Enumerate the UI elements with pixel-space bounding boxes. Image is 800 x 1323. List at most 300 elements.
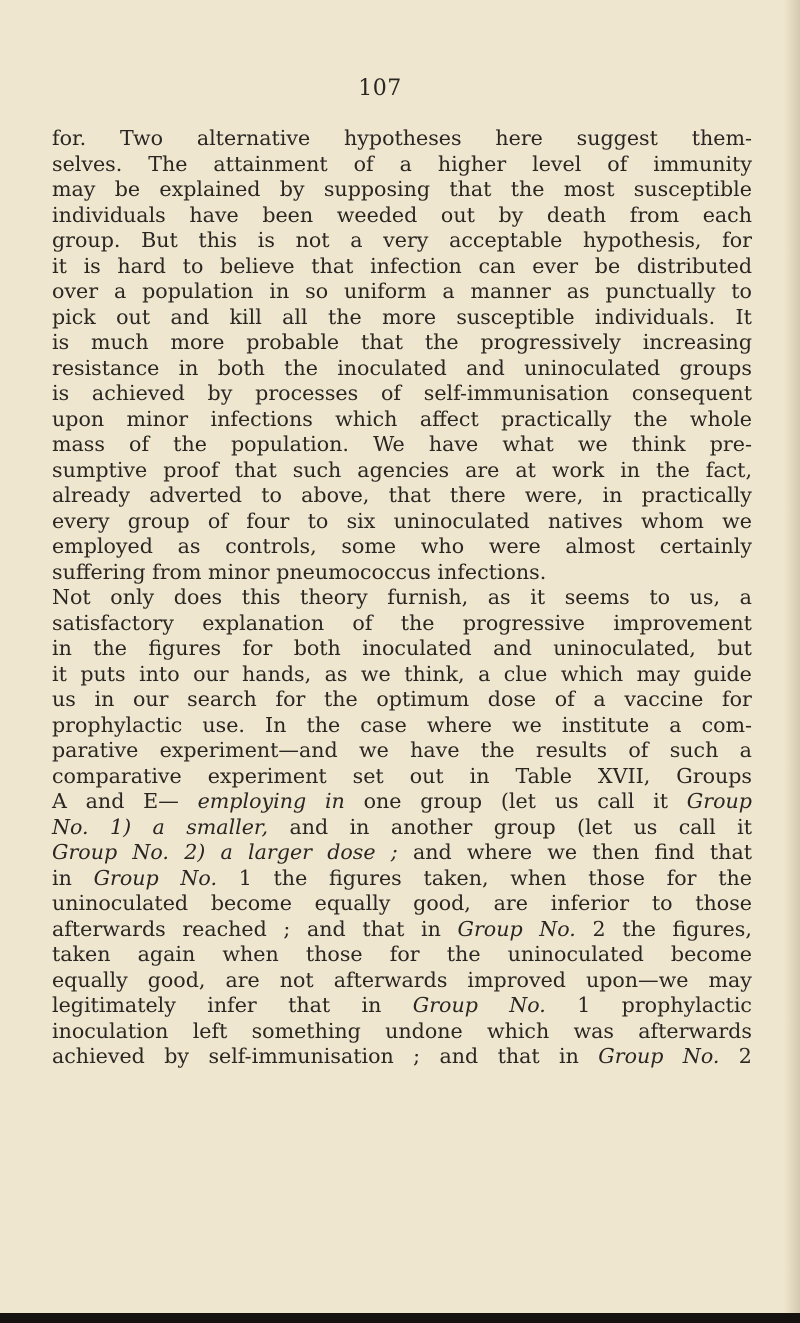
word: mass xyxy=(52,432,105,456)
page-bottom-edge xyxy=(0,1313,800,1323)
word: hands, xyxy=(242,661,312,686)
word: of xyxy=(554,687,575,711)
word: were, xyxy=(524,483,584,507)
word: uniform xyxy=(343,279,427,303)
word: Group xyxy=(412,993,478,1017)
word: No. xyxy=(509,993,546,1017)
word: not xyxy=(295,228,330,252)
word: figures xyxy=(148,636,222,660)
word: for xyxy=(722,687,752,711)
word: the xyxy=(656,457,690,482)
word: dose xyxy=(487,687,537,711)
word: our xyxy=(193,661,229,686)
word: that xyxy=(497,1044,540,1068)
word: comparative xyxy=(52,763,182,788)
word: set xyxy=(352,763,384,788)
word: us xyxy=(633,814,658,839)
word: the xyxy=(323,687,358,711)
word: that xyxy=(449,177,492,201)
text-line xyxy=(52,993,752,1019)
word: that xyxy=(234,457,277,482)
word: self-immunisation xyxy=(423,381,610,405)
word: the xyxy=(327,304,362,329)
word: believe xyxy=(220,253,295,278)
word: results xyxy=(535,738,608,762)
word: a xyxy=(739,585,752,609)
word: certainly xyxy=(659,534,752,558)
word: and xyxy=(170,304,210,329)
word: be xyxy=(594,253,621,278)
word: one xyxy=(363,789,402,813)
word: become xyxy=(670,942,752,966)
word: of xyxy=(607,151,628,176)
word: to xyxy=(731,279,752,303)
word: higher xyxy=(437,151,507,176)
word: more xyxy=(170,330,225,354)
word: weeded xyxy=(336,202,418,227)
word: that xyxy=(288,993,331,1017)
word: there xyxy=(449,483,506,507)
word: case xyxy=(360,712,407,737)
word: and xyxy=(306,916,346,941)
word: another xyxy=(390,814,473,839)
word: hypotheses xyxy=(344,126,462,150)
word: uninoculated, xyxy=(553,636,696,660)
word: upon—we xyxy=(585,967,689,992)
word: each xyxy=(702,202,752,227)
word: this xyxy=(241,585,281,609)
word: pick xyxy=(52,304,96,329)
word: a xyxy=(478,661,491,686)
word: Group xyxy=(686,789,752,813)
text-line xyxy=(52,942,752,968)
word: No. xyxy=(539,916,576,941)
word: both xyxy=(293,636,341,660)
word: some xyxy=(341,534,397,558)
word: parative xyxy=(52,738,139,762)
body-text xyxy=(52,126,752,1070)
word: does xyxy=(173,585,223,609)
word: are xyxy=(465,457,500,482)
word: progressively xyxy=(480,330,621,354)
word: hard xyxy=(117,253,166,278)
word: minor xyxy=(126,406,189,431)
word: vaccine xyxy=(624,687,704,711)
text-line xyxy=(52,968,752,994)
word: a xyxy=(113,279,127,303)
word: group xyxy=(493,814,556,839)
word: us xyxy=(52,687,76,711)
word: us xyxy=(554,789,579,813)
text-line xyxy=(52,764,752,790)
word: every xyxy=(52,508,110,533)
word: already xyxy=(52,483,130,507)
word: uninoculated xyxy=(507,942,644,966)
word: it xyxy=(653,789,669,813)
word: upon xyxy=(52,406,105,431)
word: Group xyxy=(598,1044,664,1068)
word: work xyxy=(551,457,605,482)
text-line xyxy=(52,203,752,229)
text-line xyxy=(52,738,752,764)
word: is xyxy=(52,330,70,354)
word: infections xyxy=(210,406,313,431)
word: E— xyxy=(143,789,179,813)
word: but xyxy=(717,636,752,660)
word: out xyxy=(409,763,444,788)
word: figures xyxy=(328,865,402,890)
text-line xyxy=(52,126,752,152)
word: we xyxy=(512,712,542,737)
word: improvement xyxy=(613,610,752,635)
word: in xyxy=(52,636,72,660)
word: good, xyxy=(413,891,471,915)
text-line xyxy=(52,866,752,892)
word: puts xyxy=(80,661,126,686)
word: processes xyxy=(255,381,359,405)
word: pre- xyxy=(709,432,752,456)
word: level xyxy=(532,151,582,176)
word: when xyxy=(222,942,279,966)
text-line xyxy=(52,254,752,280)
word: distributed xyxy=(636,253,752,278)
word: probable xyxy=(246,330,340,354)
word: call xyxy=(597,789,635,813)
word: is xyxy=(52,381,70,405)
word: death xyxy=(546,202,607,227)
word: acceptable xyxy=(449,228,563,252)
word: controls, xyxy=(225,534,317,558)
page-number: 107 xyxy=(358,76,402,101)
word: here xyxy=(495,126,543,150)
word: six xyxy=(346,508,376,533)
word: the xyxy=(93,636,127,660)
word: as xyxy=(324,661,348,686)
word: theory xyxy=(300,585,368,609)
word: afterwards xyxy=(333,967,448,992)
word: optimum xyxy=(376,687,470,711)
word: affect xyxy=(419,406,479,431)
word: a xyxy=(442,279,455,303)
word: alternative xyxy=(196,126,311,150)
word: uninoculated xyxy=(393,508,530,533)
word: in xyxy=(602,483,623,507)
word: and xyxy=(439,1044,479,1068)
word: by xyxy=(279,177,305,201)
word: Group xyxy=(93,865,159,890)
word: fact, xyxy=(705,457,752,482)
word: it xyxy=(52,253,67,278)
text-line xyxy=(52,279,752,305)
page-edge-shadow xyxy=(784,0,800,1323)
text-line xyxy=(52,585,752,611)
word: the xyxy=(622,916,656,941)
word: we xyxy=(360,661,391,686)
text-line xyxy=(52,305,752,331)
word: group xyxy=(127,508,190,533)
text-line xyxy=(52,1019,752,1045)
word: susceptible xyxy=(456,304,575,329)
word: furnish, xyxy=(387,585,469,609)
word: in xyxy=(620,457,641,482)
word: the xyxy=(284,355,318,380)
word: in xyxy=(421,916,441,941)
word: of xyxy=(380,381,401,405)
word: Two xyxy=(119,126,163,150)
word: use. xyxy=(202,712,245,737)
word: such xyxy=(669,738,719,762)
word: population xyxy=(142,279,254,303)
word: consequent xyxy=(631,381,752,405)
word: groups xyxy=(679,355,752,380)
word: by xyxy=(498,202,524,227)
word: over xyxy=(52,279,99,303)
text-line xyxy=(52,458,752,484)
word: figures, xyxy=(672,916,752,941)
word: seems xyxy=(564,585,630,609)
word: a xyxy=(593,687,606,711)
word: find xyxy=(654,840,695,864)
word: is xyxy=(83,253,101,278)
word: the xyxy=(400,610,435,635)
word: are xyxy=(225,967,260,992)
word: experiment xyxy=(207,763,327,788)
word: undone xyxy=(385,1018,463,1043)
word: prophylactic xyxy=(52,712,183,737)
word: We xyxy=(373,432,405,456)
word: Groups xyxy=(676,763,752,788)
word: a xyxy=(350,228,363,252)
word: and xyxy=(412,840,452,864)
word: attainment xyxy=(213,151,328,176)
word: infections. xyxy=(437,559,553,584)
word: by xyxy=(164,1044,190,1068)
word: manner xyxy=(470,279,551,303)
word: taken xyxy=(52,942,111,966)
word: No. xyxy=(132,840,169,864)
word: may xyxy=(52,177,96,201)
word: whole xyxy=(689,406,752,431)
word: progressive xyxy=(462,610,585,635)
word: employed xyxy=(52,534,153,558)
word: hypothesis, xyxy=(582,228,702,252)
word: may xyxy=(708,967,752,992)
text-line xyxy=(52,840,752,866)
word: prophylactic xyxy=(621,993,752,1017)
word: selves. xyxy=(52,151,123,176)
word: those xyxy=(305,942,363,966)
word: equally xyxy=(314,891,391,915)
word: suggest xyxy=(576,126,658,150)
word: com- xyxy=(701,712,752,737)
text-line xyxy=(52,432,752,458)
word: may xyxy=(636,661,681,686)
word: minor xyxy=(208,559,277,584)
word: in xyxy=(559,1044,579,1068)
word: 1 xyxy=(577,993,591,1017)
word: by xyxy=(207,381,233,405)
word: ever xyxy=(532,253,579,278)
word: we xyxy=(547,840,578,864)
word: larger xyxy=(248,840,312,864)
word: individuals xyxy=(52,202,166,227)
word: which xyxy=(486,1018,550,1043)
word: satisfactory xyxy=(52,610,174,635)
text-line xyxy=(52,483,752,509)
text-line xyxy=(52,356,752,382)
word: in xyxy=(94,687,115,711)
word: 1 xyxy=(238,865,252,890)
word: almost xyxy=(565,534,636,558)
word: ; xyxy=(413,1044,421,1068)
word: practically xyxy=(641,483,752,507)
word: ; xyxy=(283,916,291,941)
text-line xyxy=(52,407,752,433)
word: a xyxy=(669,712,682,737)
word: to xyxy=(651,891,673,915)
word: sumptive xyxy=(52,457,148,482)
word: proof xyxy=(163,457,219,482)
word: afterwards xyxy=(638,1018,752,1043)
word: those xyxy=(588,865,645,890)
word: were xyxy=(488,534,541,558)
word: we xyxy=(577,432,608,456)
word: 2 xyxy=(738,1044,752,1068)
word: individuals. xyxy=(594,304,716,329)
word: us, xyxy=(689,585,721,609)
word: we xyxy=(722,508,752,533)
word: most xyxy=(563,177,615,201)
word: kill xyxy=(229,304,262,329)
text-line xyxy=(52,891,752,917)
word: been xyxy=(262,202,314,227)
word: infer xyxy=(207,993,257,1017)
word: suffering xyxy=(52,559,153,584)
word: pneumococcus xyxy=(276,559,438,584)
word: this xyxy=(198,228,238,252)
word: Not xyxy=(52,585,91,609)
word: practically xyxy=(501,406,612,431)
word: the xyxy=(510,177,545,201)
word: employing xyxy=(197,789,307,813)
word: in xyxy=(52,865,72,890)
word: whom xyxy=(641,508,704,533)
word: when xyxy=(510,865,567,890)
word: 1) xyxy=(110,814,132,839)
word: as xyxy=(177,534,201,558)
word: immunity xyxy=(653,151,752,176)
text-line xyxy=(52,789,752,815)
word: A xyxy=(52,789,67,813)
word: increasing xyxy=(642,330,752,354)
word: again xyxy=(137,942,196,966)
word: the xyxy=(424,330,459,354)
word: in xyxy=(324,789,345,813)
word: of xyxy=(353,151,374,176)
word: for xyxy=(722,228,752,252)
word: that xyxy=(311,253,354,278)
word: and xyxy=(289,814,329,839)
word: in xyxy=(469,763,490,788)
word: have xyxy=(428,432,479,456)
word: to xyxy=(261,483,282,507)
word: something xyxy=(251,1018,361,1043)
word: legitimately xyxy=(52,993,176,1017)
word: group xyxy=(420,789,483,813)
word: afterwards xyxy=(52,916,166,941)
word: uninoculated xyxy=(52,891,189,915)
word: can xyxy=(478,253,516,278)
word: ; xyxy=(390,840,398,864)
word: very xyxy=(383,228,429,252)
word: four xyxy=(246,508,290,533)
word: the xyxy=(173,432,207,456)
word: who xyxy=(420,534,465,558)
word: become xyxy=(210,891,292,915)
word: search xyxy=(187,687,257,711)
word: for xyxy=(389,942,420,966)
word: Group xyxy=(52,840,118,864)
word: the xyxy=(446,942,481,966)
word: is xyxy=(257,228,275,252)
word: 2 xyxy=(592,916,606,941)
word: The xyxy=(148,151,188,176)
word: smaller, xyxy=(186,814,269,839)
word: the xyxy=(480,738,515,762)
text-line xyxy=(52,560,752,586)
word: it xyxy=(737,814,752,839)
text-line xyxy=(52,917,752,943)
text-line xyxy=(52,713,752,739)
text-line xyxy=(52,687,752,713)
word: it xyxy=(52,661,67,686)
word: the xyxy=(718,865,752,890)
word: good, xyxy=(147,967,206,992)
word: which xyxy=(560,661,624,686)
word: them- xyxy=(691,126,752,150)
word: think xyxy=(631,432,686,456)
word: uninoculated xyxy=(524,355,661,380)
word: was xyxy=(573,1018,614,1043)
word: to xyxy=(307,508,329,533)
text-line xyxy=(52,662,752,688)
text-line xyxy=(52,152,752,178)
word: to xyxy=(649,585,671,609)
word: explained xyxy=(159,177,261,201)
word: inferior xyxy=(550,891,630,915)
word: self-immunisation xyxy=(208,1044,394,1068)
text-line xyxy=(52,509,752,535)
word: XVII, xyxy=(597,763,651,788)
word: in xyxy=(361,993,382,1017)
word: of xyxy=(129,432,150,456)
word: No. xyxy=(180,865,218,890)
word: of xyxy=(207,508,228,533)
word: group. xyxy=(52,228,121,252)
word: left xyxy=(192,1018,228,1043)
word: out xyxy=(116,304,151,329)
word: 2) xyxy=(184,840,206,864)
word: and xyxy=(493,636,532,660)
word: infection xyxy=(370,253,462,278)
word: improved xyxy=(467,967,566,992)
word: have xyxy=(410,738,460,762)
word: be xyxy=(114,177,141,201)
word: in xyxy=(349,814,370,839)
word: and xyxy=(85,789,125,813)
word: (let xyxy=(500,789,536,813)
word: and xyxy=(466,355,505,380)
